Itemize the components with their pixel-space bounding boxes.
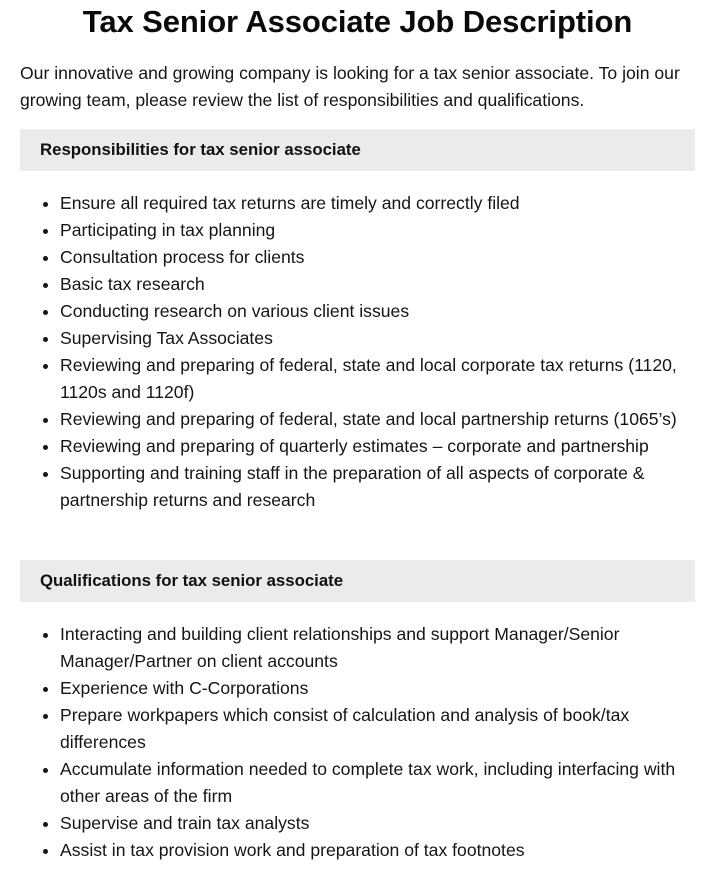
list-item: • Reviewing and preparing of federal, state and local partnership returns (1065’s) <box>60 406 696 433</box>
list-item: • Consultation process for clients <box>60 244 696 271</box>
list-item: • Supervise and train tax analysts <box>60 810 696 837</box>
intro-paragraph: Our innovative and growing company is looking for a tax senior associate. To join our growing team, please review the list of responsibilities and qualifications. <box>20 63 680 110</box>
list-item: • Reviewing and preparing of federal, state and local corporate tax returns (1120, 1120s and 1120f) <box>60 352 696 406</box>
list-item: • Reviewing and preparing of quarterly estimates – corporate and partnership <box>60 433 696 460</box>
list-item: • Supervising Tax Associates <box>60 325 696 352</box>
list-item: • Assist in tax provision work and preparation of tax footnotes <box>60 837 696 864</box>
list-item: • Interacting and building client relationships and support Manager/Senior Manager/Partner on client accounts <box>60 621 696 675</box>
qualifications-list <box>20 621 696 864</box>
responsibilities-list <box>20 190 696 514</box>
list-item: • Supporting and training staff in the preparation of all aspects of corporate & partnership returns and research <box>60 460 696 514</box>
list-item: • Experience with C-Corporations <box>60 675 696 702</box>
list-item: • Ensure all required tax returns are timely and correctly filed <box>60 190 696 217</box>
responsibilities-heading: Responsibilities for tax senior associate <box>20 129 695 171</box>
list-item: • Accumulate information needed to complete tax work, including interfacing with other areas of the firm <box>60 756 696 810</box>
list-item: • Prepare workpapers which consist of calculation and analysis of book/tax differences <box>60 702 696 756</box>
list-item: • Basic tax research <box>60 271 696 298</box>
page-title: Tax Senior Associate Job Description <box>82 4 633 39</box>
qualifications-heading: Qualifications for tax senior associate <box>20 560 695 602</box>
list-item: • Participating in tax planning <box>60 217 696 244</box>
list-item: • Conducting research on various client issues <box>60 298 696 325</box>
